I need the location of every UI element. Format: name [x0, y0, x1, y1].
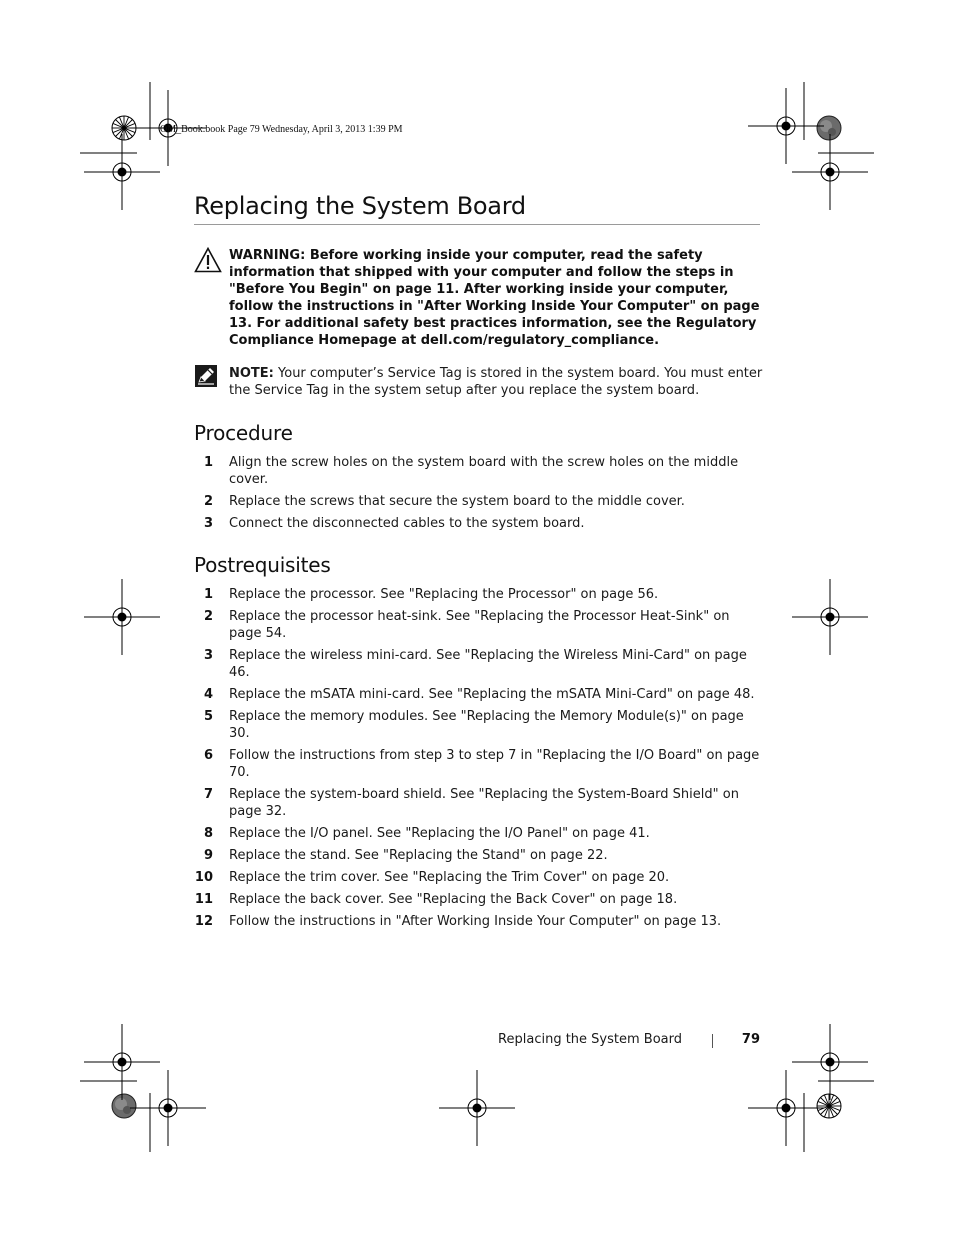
- postrequisites-steps: [194, 586, 766, 930]
- list-item: 3 Connect the disconnected cables to the system board.: [203, 516, 585, 531]
- page-footer: [440, 1032, 760, 1052]
- list-item: 5 Replace the memory modules. See "Replacing the Memory Module(s)" on page 30.: [203, 709, 744, 741]
- list-item: 2 Replace the screws that secure the system board to the middle cover.: [203, 494, 685, 509]
- postrequisites-heading: Postrequisites: [194, 553, 331, 577]
- list-item: 2 Replace the processor heat-sink. See "Replacing the Processor Heat-Sink" on page 54.: [203, 609, 730, 641]
- note-label: NOTE:: [229, 366, 274, 381]
- list-item: 12 Follow the instructions in "After Working Inside Your Computer" on page 13.: [194, 914, 722, 929]
- list-item: 11 Replace the back cover. See "Replacing the Back Cover" on page 18.: [194, 892, 678, 907]
- footer-title: Replacing the System Board: [498, 1032, 682, 1047]
- procedure-steps: [194, 454, 766, 532]
- footer-separator: [712, 1034, 713, 1048]
- list-item: 7 Replace the system-board shield. See "Replacing the System-Board Shield" on page 32.: [203, 787, 739, 819]
- warning-text: WARNING: Before working inside your computer, read the safety information that shipped with your computer and follow the steps in "Before You Begin" on page 11. After working inside your computer, follow the instructions in "After Working Inside Your Computer" on page 13. For additional safety best practices information, see the Regulatory Compliance Homepage at dell.com/regulatory_compliance.: [229, 248, 760, 348]
- procedure-heading: Procedure: [194, 421, 293, 445]
- note-text: Your computer’s Service Tag is stored in the system board. You must enter the Service Tag in the system setup after you replace the system board.: [229, 366, 763, 398]
- page-number: 79: [741, 1032, 760, 1047]
- list-item: 1 Replace the processor. See "Replacing the Processor" on page 56.: [203, 587, 659, 602]
- list-item: 10 Replace the trim cover. See "Replacing the Trim Cover" on page 20.: [194, 870, 670, 885]
- print-slug-line: OM_Book.book Page 79 Wednesday, April 3, 2013 1:39 PM: [160, 124, 403, 135]
- warning-triangle-icon: [194, 247, 222, 273]
- warning-callout: [194, 247, 764, 349]
- list-item: 4 Replace the mSATA mini-card. See "Replacing the mSATA Mini-Card" on page 48.: [203, 687, 755, 702]
- list-item: 1 Align the screw holes on the system board with the screw holes on the middle cover.: [203, 455, 739, 487]
- list-item: 9 Replace the stand. See "Replacing the Stand" on page 22.: [203, 848, 608, 863]
- pencil-note-icon: [195, 365, 217, 387]
- list-item: 6 Follow the instructions from step 3 to step 7 in "Replacing the I/O Board" on page 70.: [203, 748, 760, 780]
- list-item: 8 Replace the I/O panel. See "Replacing the I/O Panel" on page 41.: [203, 826, 650, 841]
- page-title: Replacing the System Board: [194, 190, 760, 225]
- list-item: 3 Replace the wireless mini-card. See "Replacing the Wireless Mini-Card" on page 46.: [203, 648, 747, 680]
- note-callout: [194, 365, 764, 399]
